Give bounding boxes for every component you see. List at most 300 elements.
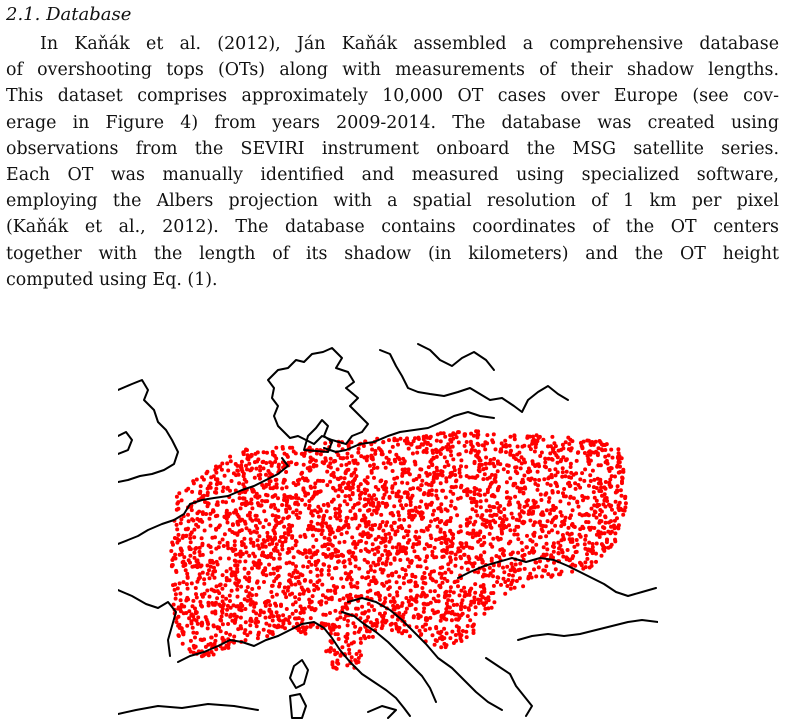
ot-point [421, 625, 425, 629]
ot-point [237, 515, 241, 519]
ot-point [604, 515, 608, 519]
ot-point [193, 547, 197, 551]
ot-point [429, 435, 433, 439]
ot-point [187, 519, 191, 523]
ot-point [294, 451, 298, 455]
ot-point [570, 570, 574, 574]
ot-point [206, 626, 210, 630]
ot-point [205, 589, 209, 593]
ot-point [466, 614, 470, 618]
ot-point [623, 505, 627, 509]
ot-point [278, 552, 282, 556]
ot-point [327, 537, 331, 541]
ot-point [429, 519, 433, 523]
ot-point [422, 606, 426, 610]
ot-point [197, 510, 201, 514]
ot-point [192, 528, 196, 532]
ot-point [547, 500, 551, 504]
ot-point [439, 527, 443, 531]
ot-point [545, 482, 549, 486]
ot-point [508, 540, 512, 544]
ot-point [490, 494, 494, 498]
ot-point [345, 456, 349, 460]
ot-point [302, 463, 306, 467]
ot-point [350, 473, 354, 477]
ot-point [300, 498, 304, 502]
ot-point [506, 496, 510, 500]
ot-point [510, 581, 514, 585]
ot-point [413, 460, 417, 464]
ot-point [575, 550, 579, 554]
ot-point [249, 531, 253, 535]
ot-point [602, 485, 606, 489]
ot-point [399, 461, 403, 465]
ot-point [552, 550, 556, 554]
ot-point [175, 523, 179, 527]
ot-point [359, 482, 363, 486]
ot-point [338, 504, 342, 508]
ot-point [377, 535, 381, 539]
ot-point [290, 546, 294, 550]
ot-point [208, 595, 212, 599]
ot-point [204, 645, 208, 649]
ot-point [402, 576, 406, 580]
ot-point [598, 439, 602, 443]
paragraph-line: together with the length of its shadow (in kilometers) and the OT height [6, 243, 779, 264]
ot-point [280, 547, 284, 551]
ot-point [463, 553, 467, 557]
ot-point [324, 613, 328, 617]
ot-point [580, 471, 584, 475]
ot-point [176, 586, 180, 590]
ot-point [250, 566, 254, 570]
ot-point [471, 535, 475, 539]
ot-point [353, 515, 357, 519]
ot-point [171, 583, 175, 587]
ot-point [311, 534, 315, 538]
ot-point [539, 498, 543, 502]
ot-point [191, 479, 195, 483]
ot-point [400, 474, 404, 478]
ot-point [462, 586, 466, 590]
ot-point [304, 549, 308, 553]
ot-point [492, 584, 496, 588]
ot-point [613, 538, 617, 542]
ot-point [495, 513, 499, 517]
ot-point [425, 554, 429, 558]
ot-point [479, 584, 483, 588]
ot-point [377, 446, 381, 450]
ot-point [261, 551, 265, 555]
ot-point [610, 508, 614, 512]
ot-point [348, 549, 352, 553]
ot-point [369, 564, 373, 568]
ot-point [483, 518, 487, 522]
ot-point [321, 529, 325, 533]
ot-point [497, 538, 501, 542]
ot-point [348, 509, 352, 513]
ot-point [202, 582, 206, 586]
ot-point [236, 563, 240, 567]
ot-point [329, 556, 333, 560]
ot-point [584, 520, 588, 524]
ot-point [543, 569, 547, 573]
ot-point [444, 590, 448, 594]
ot-point [583, 538, 587, 542]
ot-point [578, 527, 582, 531]
ot-point [407, 538, 411, 542]
ot-point [521, 584, 525, 588]
ot-point [407, 565, 411, 569]
ot-point [367, 602, 371, 606]
ot-point [376, 591, 380, 595]
ot-point [533, 450, 537, 454]
ot-point [177, 615, 181, 619]
ot-point [243, 607, 247, 611]
ot-point [485, 441, 489, 445]
ot-point [450, 618, 454, 622]
ot-point [286, 551, 290, 555]
ot-point [351, 621, 355, 625]
ot-point [416, 486, 420, 490]
ot-point [342, 596, 346, 600]
ot-point [514, 470, 518, 474]
ot-point [243, 567, 247, 571]
ot-point [505, 565, 509, 569]
ot-point [491, 505, 495, 509]
ot-point [242, 452, 246, 456]
ot-point [576, 483, 580, 487]
ot-point [387, 438, 391, 442]
ot-point [209, 642, 213, 646]
ot-point [575, 459, 579, 463]
ot-point [264, 600, 268, 604]
ot-point [302, 454, 306, 458]
ot-point [397, 456, 401, 460]
ot-point [491, 440, 495, 444]
ot-point [358, 508, 362, 512]
ot-point [474, 605, 478, 609]
ot-point [305, 625, 309, 629]
ot-point [465, 440, 469, 444]
ot-point [496, 462, 500, 466]
ot-point [236, 595, 240, 599]
ot-point [526, 498, 530, 502]
ot-point [409, 603, 413, 607]
ot-point [424, 482, 428, 486]
ot-point [464, 630, 468, 634]
ot-point [538, 520, 542, 524]
ot-point [570, 540, 574, 544]
ot-point [482, 541, 486, 545]
ot-point [407, 599, 411, 603]
ot-point [379, 479, 383, 483]
ot-point [244, 464, 248, 468]
ot-point [512, 482, 516, 486]
ot-point [353, 625, 357, 629]
ot-point [342, 617, 346, 621]
ot-point [297, 496, 301, 500]
ot-point [307, 527, 311, 531]
ot-point [330, 576, 334, 580]
ot-point [537, 478, 541, 482]
ot-point [584, 534, 588, 538]
ot-point [472, 628, 476, 632]
ot-point [397, 490, 401, 494]
ot-point [515, 486, 519, 490]
ot-point [594, 450, 598, 454]
ot-point [245, 526, 249, 530]
ot-point [222, 544, 226, 548]
ot-point [253, 554, 257, 558]
ot-point [465, 635, 469, 639]
ot-point [613, 475, 617, 479]
ot-point [404, 529, 408, 533]
ot-point [344, 486, 348, 490]
ot-point [547, 475, 551, 479]
ot-point [600, 447, 604, 451]
ot-point [239, 550, 243, 554]
ot-point [245, 467, 249, 471]
ot-point [448, 636, 452, 640]
ot-point [226, 622, 230, 626]
ot-point [505, 480, 509, 484]
ot-point [321, 593, 325, 597]
ot-point [354, 564, 358, 568]
ot-point [375, 618, 379, 622]
ot-point [543, 457, 547, 461]
ot-point [489, 525, 493, 529]
ot-point [454, 639, 458, 643]
ot-point [261, 460, 265, 464]
ot-point [423, 547, 427, 551]
ot-point [341, 585, 345, 589]
ot-point [556, 461, 560, 465]
ot-point [485, 509, 489, 513]
ot-point [473, 591, 477, 595]
ot-point [184, 611, 188, 615]
ot-point [307, 560, 311, 564]
ot-point [394, 606, 398, 610]
ot-point [513, 437, 517, 441]
ot-point [481, 477, 485, 481]
ot-point [380, 450, 384, 454]
ot-point [411, 452, 415, 456]
ot-point [380, 553, 384, 557]
ot-point [473, 520, 477, 524]
ot-point [450, 630, 454, 634]
ot-point [271, 513, 275, 517]
ot-point [486, 595, 490, 599]
ot-point [468, 618, 472, 622]
ot-point [396, 510, 400, 514]
ot-point [440, 635, 444, 639]
ot-point [329, 646, 333, 650]
ot-point [552, 545, 556, 549]
ot-point [273, 525, 277, 529]
ot-point [344, 471, 348, 475]
ot-point [297, 580, 301, 584]
ot-point [457, 629, 461, 633]
ot-point [533, 531, 537, 535]
ot-point [250, 453, 254, 457]
ot-point [409, 589, 413, 593]
ot-point [515, 453, 519, 457]
ot-point [336, 494, 340, 498]
ot-point [394, 622, 398, 626]
ot-point [502, 570, 506, 574]
ot-point [536, 470, 540, 474]
ot-point [583, 560, 587, 564]
ot-point [268, 460, 272, 464]
ot-point [468, 593, 472, 597]
ot-point [367, 583, 371, 587]
ot-point [277, 515, 281, 519]
ot-point [503, 439, 507, 443]
ot-point [576, 543, 580, 547]
ot-point [294, 543, 298, 547]
ot-point [445, 551, 449, 555]
ot-point [212, 624, 216, 628]
ot-point [457, 430, 461, 434]
ot-point [312, 588, 316, 592]
ot-point [262, 628, 266, 632]
ot-point [374, 563, 378, 567]
ot-point [398, 499, 402, 503]
ot-point [522, 474, 526, 478]
ot-point [323, 553, 327, 557]
ot-point [456, 613, 460, 617]
ot-point [455, 513, 459, 517]
ot-point [302, 630, 306, 634]
ot-point [617, 451, 621, 455]
ot-point [431, 513, 435, 517]
ot-point [420, 586, 424, 590]
ot-point [592, 490, 596, 494]
ot-point [527, 467, 531, 471]
ot-point [333, 632, 337, 636]
ot-point [467, 557, 471, 561]
ot-point [619, 507, 623, 511]
ot-point [257, 561, 261, 565]
ot-point [609, 545, 613, 549]
ot-point [230, 619, 234, 623]
ot-point [324, 521, 328, 525]
ot-point [195, 631, 199, 635]
ot-point [382, 461, 386, 465]
ot-point [251, 541, 255, 545]
ot-point [328, 529, 332, 533]
ot-point [437, 584, 441, 588]
ot-point [221, 622, 225, 626]
ot-point [343, 565, 347, 569]
ot-point [405, 481, 409, 485]
ot-point [191, 599, 195, 603]
ot-point [570, 532, 574, 536]
ot-point [402, 535, 406, 539]
ot-point [191, 626, 195, 630]
ot-point [337, 477, 341, 481]
ot-point [454, 633, 458, 637]
ot-point [315, 567, 319, 571]
ot-point [553, 451, 557, 455]
ot-point [214, 487, 218, 491]
ot-point [215, 560, 219, 564]
ot-point [381, 529, 385, 533]
ot-point [459, 605, 463, 609]
ot-point [475, 504, 479, 508]
ot-point [357, 501, 361, 505]
ot-point [314, 538, 318, 542]
ot-point [340, 645, 344, 649]
ot-point [408, 472, 412, 476]
ot-point [425, 542, 429, 546]
ot-point [196, 558, 200, 562]
ot-point [263, 499, 267, 503]
ot-point [223, 583, 227, 587]
ot-point [206, 504, 210, 508]
ot-point [234, 577, 238, 581]
ot-point [458, 468, 462, 472]
ot-point [477, 468, 481, 472]
ot-point [609, 519, 613, 523]
ot-point [401, 506, 405, 510]
ot-point [425, 602, 429, 606]
ot-point [379, 567, 383, 571]
ot-point [308, 601, 312, 605]
ot-point [245, 633, 249, 637]
ot-point [456, 618, 460, 622]
ot-point [201, 494, 205, 498]
ot-point [290, 583, 294, 587]
ot-point [316, 479, 320, 483]
ot-point [531, 540, 535, 544]
ot-point [420, 577, 424, 581]
ot-point [417, 436, 421, 440]
ot-point [463, 605, 467, 609]
ot-point [433, 589, 437, 593]
ot-point [302, 592, 306, 596]
ot-point [380, 571, 384, 575]
ot-point [390, 622, 394, 626]
ot-point [441, 581, 445, 585]
ot-point [395, 552, 399, 556]
ot-point [240, 540, 244, 544]
ot-point [407, 580, 411, 584]
ot-point [505, 517, 509, 521]
ot-point [190, 565, 194, 569]
ot-point [428, 472, 432, 476]
ot-point [597, 489, 601, 493]
ot-point [383, 539, 387, 543]
ot-point [373, 452, 377, 456]
ot-point [448, 606, 452, 610]
ot-point [379, 513, 383, 517]
ot-point [372, 608, 376, 612]
ot-point [214, 528, 218, 532]
ot-point [240, 528, 244, 532]
ot-point [343, 523, 347, 527]
ot-point [371, 635, 375, 639]
ot-point [367, 500, 371, 504]
ot-point [343, 540, 347, 544]
ot-point [276, 496, 280, 500]
ot-point [427, 465, 431, 469]
ot-point [429, 503, 433, 507]
ot-point [439, 619, 443, 623]
ot-point [594, 560, 598, 564]
map-background [118, 340, 658, 720]
